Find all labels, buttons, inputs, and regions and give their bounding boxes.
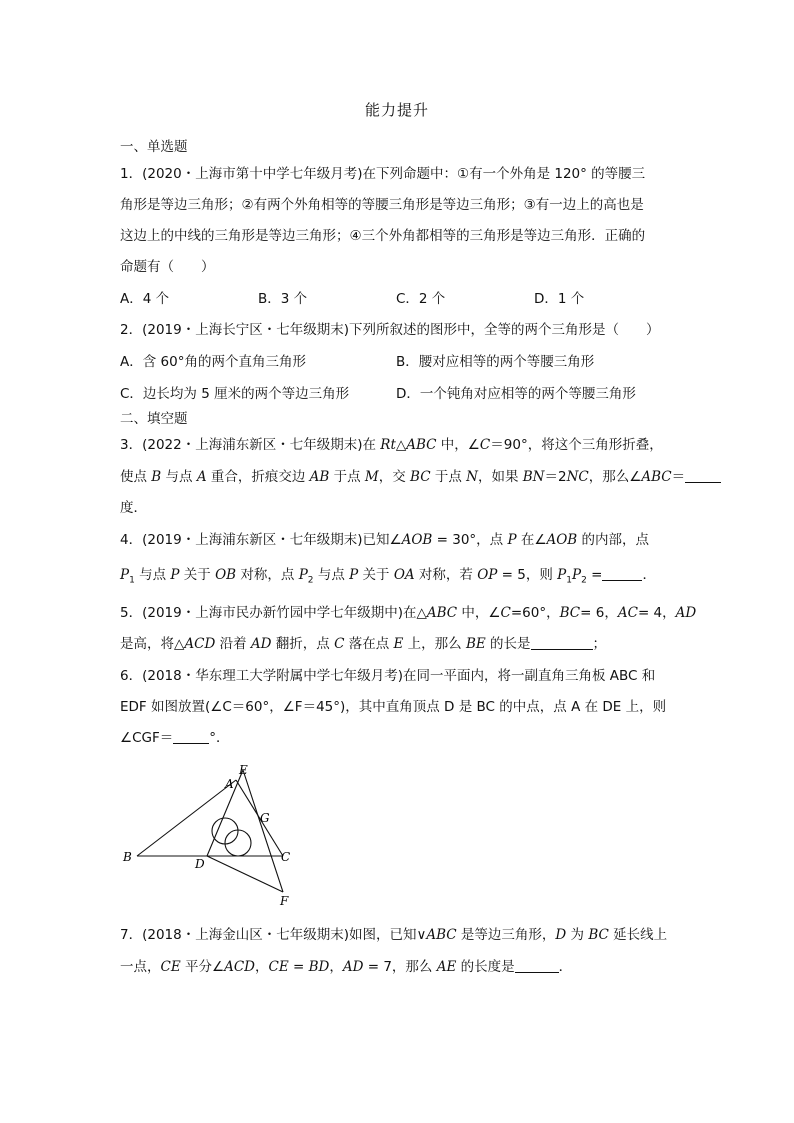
q3-line-2: 使点 B 与点 A 重合，折痕交边 AB 于点 M，交 BC 于点 N，如果 BN＝2NC，那么∠ABC＝ (120, 467, 721, 487)
label-f: F (280, 894, 289, 908)
segment-ab (137, 780, 236, 856)
q2-option-d[interactable]: D．一个钝角对应相等的两个等腰三角形 (396, 386, 636, 402)
segment-ef (243, 770, 283, 892)
q2-line-1: 2．(2019・上海长宁区・七年级期末)下列所叙述的图形中，全等的两个三角形是（ ） (120, 322, 660, 338)
segment-df (207, 856, 283, 892)
q2-option-c[interactable]: C．边长均为 5 厘米的两个等边三角形 (120, 386, 350, 402)
q4-answer-blank[interactable] (602, 566, 642, 581)
q4-line-2: $P_1$ 与点 P 关于 OB 对称，点 $P_2$ 与点 P 关于 OA 对称，若 OP = 5，则 $P_1P_2$ = ． (120, 567, 656, 586)
q1-option-b[interactable]: B．3 个 (258, 291, 308, 307)
page-title: 能力提升 (364, 101, 429, 119)
q6-answer-blank[interactable] (173, 729, 209, 744)
q3-line-3: 度． (120, 500, 147, 516)
q7-line-1: 7．(2018・上海金山区・七年级期末)如图，已知∨ABC 是等边三角形，D 为 BC 延长线上 (120, 927, 668, 943)
label-d: D (195, 857, 205, 871)
q5-line-1: 5．(2019・上海市民办新竹园中学七年级期中)在△ABC 中，∠C=60°，BC= 6，AC= 4，AD (120, 605, 697, 621)
q2-option-b[interactable]: B．腰对应相等的两个等腰三角形 (396, 354, 595, 370)
q3-line-1: 3．(2022・上海浦东新区・七年级期末)在 Rt△ABC 中，∠C＝90°，将这个三角形折叠， (120, 437, 663, 453)
label-c: C (281, 850, 291, 864)
q3-answer-blank[interactable] (685, 468, 721, 483)
q4-line-1: 4．(2019・上海浦东新区・七年级期末)已知∠AOB = 30°，点 P 在∠AOB 的内部，点 (120, 532, 650, 548)
label-g: G (260, 811, 270, 825)
label-e: E (239, 763, 248, 777)
q7-line-2: 一点，CE 平分∠ACD，CE = BD，AD = 7，那么 AE 的长度是 ． (120, 959, 573, 975)
q6-line-1: 6．(2018・华东理工大学附属中学七年级月考)在同一平面内，将一副直角三角板 ABC 和 (120, 668, 656, 684)
q1-line-3: 这边上的中线的三角形是等边三角形；④三个外角都相等的三角形是等边三角形．正确的 (120, 228, 646, 244)
section-single-choice: 一、单选题 (120, 139, 188, 155)
q1-option-a[interactable]: A．4 个 (120, 291, 170, 307)
q2-option-a[interactable]: A．含 60°角的两个直角三角形 (120, 354, 306, 370)
q1-option-d[interactable]: D．1 个 (534, 291, 585, 307)
q1-line-2: 角形是等边三角形；②有两个外角相等的等腰三角形是等边三角形；③有一边上的高也是 (120, 197, 644, 213)
q5-answer-blank[interactable] (531, 635, 593, 650)
label-a: A (225, 777, 234, 791)
q1-line-4: 命题有（ ） (120, 259, 215, 275)
q6-line-2: EDF 如图放置(∠C＝60°，∠F＝45°)，其中直角顶点 D 是 BC 的中点，点 A 在 DE 上，则 (120, 699, 667, 715)
q7-answer-blank[interactable] (515, 958, 559, 973)
q5-line-2: 是高，将△ACD 沿着 AD 翻折，点 C 落在点 E 上，那么 BE 的长是 ； (120, 636, 607, 652)
label-b: B (123, 850, 132, 864)
q1-line-1: 1．(2020・上海市第十中学七年级月考)在下列命题中：①有一个外角是 120° 的等腰三 (120, 166, 646, 182)
q6-line-3: ∠CGF＝ °． (120, 730, 230, 746)
geometry-figure (115, 760, 305, 910)
section-fill-blank: 二、填空题 (120, 411, 188, 427)
q1-option-c[interactable]: C．2 个 (396, 291, 446, 307)
